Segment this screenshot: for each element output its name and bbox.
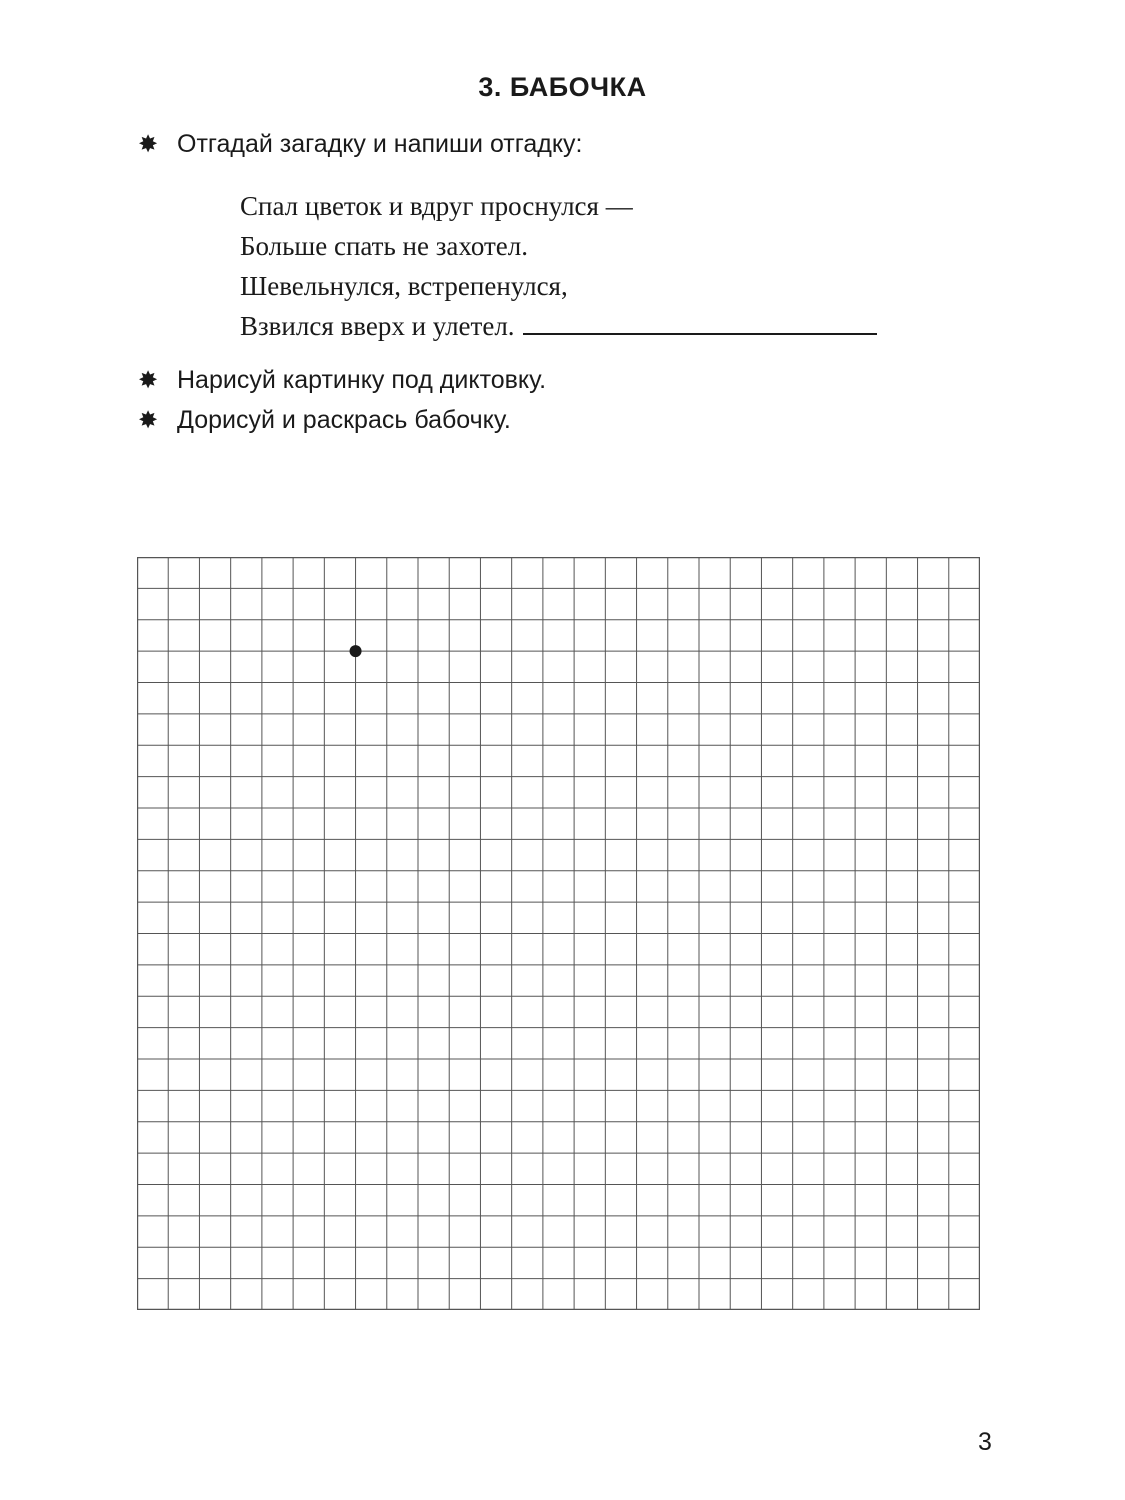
poem-line-last	[240, 306, 877, 346]
star-bullet-icon: ✸	[137, 366, 159, 394]
riddle-poem	[240, 186, 877, 346]
start-point-dot	[350, 645, 362, 657]
poem-line: Больше спать не захотел.	[240, 231, 528, 261]
task-text: Дорисуй и раскрась бабочку.	[177, 406, 511, 434]
task-dictation	[136, 366, 546, 395]
task-color	[136, 406, 511, 435]
poem-line: Спал цветок и вдруг проснулся —	[240, 191, 633, 221]
task-text: Отгадай загадку и напиши отгадку:	[177, 130, 583, 158]
star-bullet-icon: ✸	[137, 406, 159, 434]
task-riddle	[136, 130, 582, 159]
poem-line: Шевельнулся, встрепенулся,	[240, 271, 568, 301]
answer-blank[interactable]	[523, 309, 877, 335]
page-number: 3	[978, 1428, 992, 1456]
star-bullet-icon: ✸	[137, 130, 159, 158]
page-title: 3. БАБОЧКА	[478, 72, 647, 102]
drawing-grid[interactable]	[137, 557, 980, 1310]
task-text: Нарисуй картинку под диктовку.	[177, 366, 547, 394]
poem-line-text: Взвился вверх и улетел.	[240, 311, 515, 341]
